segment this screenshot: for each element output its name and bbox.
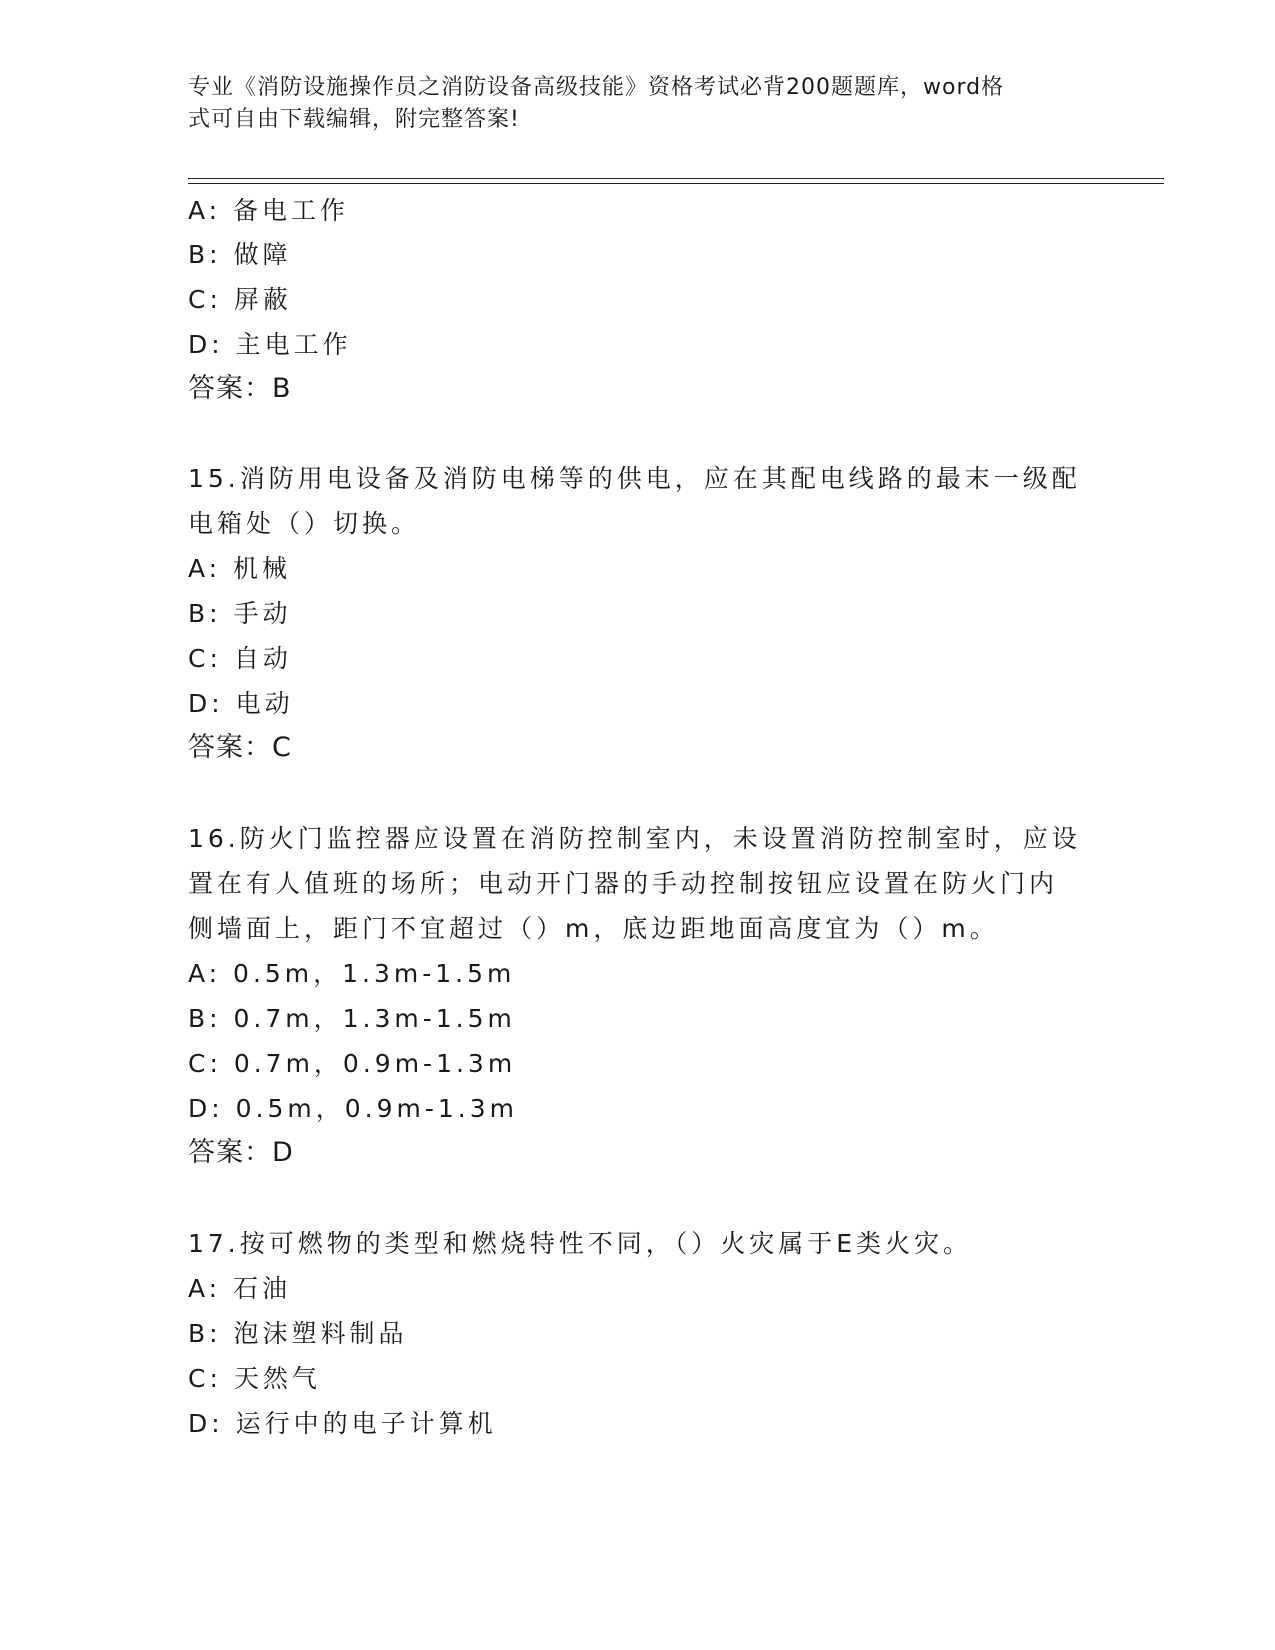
q14-option-a: A: 备电工作 <box>188 196 350 225</box>
document-header <box>188 72 1068 136</box>
q17-option-a: A: 石油 <box>188 1274 292 1303</box>
header-line-1: 专业《消防设施操作员之消防设备高级技能》资格考试必背200题题库，word格 <box>188 75 1005 100</box>
q14-option-d: D: 主电工作 <box>188 330 352 359</box>
q16-answer: 答案：D <box>188 1137 294 1168</box>
q16-stem-line-2: 置在有人值班的场所；电动开门器的手动控制按钮应设置在防火门内 <box>188 869 1059 898</box>
q17-option-c: C: 天然气 <box>188 1364 321 1393</box>
q15-option-d: D: 电动 <box>188 689 294 718</box>
q15-answer: 答案：C <box>188 732 292 763</box>
q17-stem-line-1: 17.按可燃物的类型和燃烧特性不同，（）火灾属于E类火灾。 <box>188 1229 973 1258</box>
q15-option-b: B: 手动 <box>188 599 292 628</box>
q17-option-b: B: 泡沫塑料制品 <box>188 1319 408 1348</box>
q16-stem-line-1: 16.防火门监控器应设置在消防控制室内，未设置消防控制室时，应设 <box>188 824 1081 853</box>
q15-stem-line-1: 15.消防用电设备及消防电梯等的供电，应在其配电线路的最末一级配 <box>188 464 1081 493</box>
q15-stem-line-2: 电箱处（）切换。 <box>188 509 421 538</box>
q16-option-b: B: 0.7m，1.3m-1.5m <box>188 1004 516 1033</box>
q16-option-c: C: 0.7m，0.9m-1.3m <box>188 1049 517 1078</box>
q17-option-d: D: 运行中的电子计算机 <box>188 1409 497 1438</box>
header-divider-bottom <box>188 183 1164 184</box>
header-divider-top <box>188 178 1164 179</box>
q16-stem-line-3: 侧墙面上，距门不宜超过（）m，底边距地面高度宜为（）m。 <box>188 914 999 943</box>
header-line-2: 式可自由下载编辑，附完整答案! <box>188 107 520 132</box>
q14-option-b: B: 做障 <box>188 240 292 269</box>
q15-option-a: A: 机械 <box>188 554 292 583</box>
q15-option-c: C: 自动 <box>188 644 292 673</box>
q16-option-a: A: 0.5m，1.3m-1.5m <box>188 959 516 988</box>
q14-answer: 答案：B <box>188 373 292 404</box>
q16-option-d: D: 0.5m，0.9m-1.3m <box>188 1094 518 1123</box>
q14-option-c: C: 屏蔽 <box>188 285 292 314</box>
